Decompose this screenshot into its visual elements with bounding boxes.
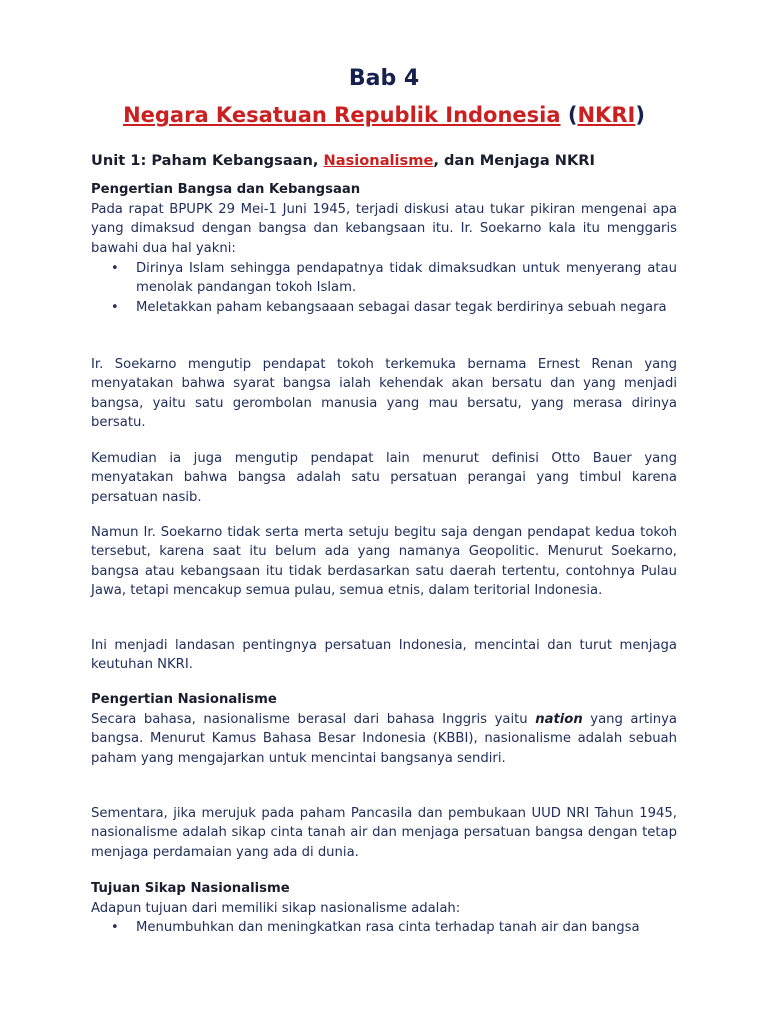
bullet-icon: • [111,299,119,315]
unit-prefix: Unit 1: Paham Kebangsaan, [91,152,324,169]
list-item-text: Menumbuhkan dan meningkatkan rasa cinta terhadap tanah air dan bangsa [136,920,640,935]
section-heading-nasionalisme: Pengertian Nasionalisme [91,692,277,707]
paragraph-bauer: Kemudian ia juga mengutip pendapat lain menurut definisi Otto Bauer yang menyatakan bahwa bangsa adalah satu persatuan perangai yang timbul karena persatuan nasib. [91,451,677,505]
unit-suffix: , dan Menjaga NKRI [433,152,595,169]
title-link[interactable]: Negara Kesatuan Republik Indonesia [123,103,561,127]
bullet-list-soekarno [91,259,677,317]
unit-heading [91,150,691,172]
chapter-title [0,100,768,130]
title-abbr-link[interactable]: NKRI [577,103,636,127]
bullet-icon: • [111,920,119,935]
section-heading-bangsa: Pengertian Bangsa dan Kebangsaan [91,182,361,197]
list-item-text: Meletakkan paham kebangsaaan sebagai dasar tegak berdirinya sebuah negara [136,299,667,315]
section-heading-tujuan: Tujuan Sikap Nasionalisme [91,881,290,896]
title-close-paren: ) [635,103,645,127]
paragraph-geopolitic: Namun Ir. Soekarno tidak serta merta setuju begitu saja dengan pendapat kedua tokoh tersebut, karena saat itu belum ada yang namanya Geopolitic. Menurut Soekarno, bangsa atau kebangsaan itu tidak berdasarkan satu daerah tertentu, contohnya Pulau Jawa, tetapi mencakup semua pulau, semua etnis, dalam teritorial Indonesia. [91,525,677,599]
chapter-number: Bab 4 [348,66,420,91]
list-item [91,298,677,317]
paragraph-definisi-nasionalisme: Secara bahasa, nasionalisme berasal dari bahasa Inggris yaitu nation yang artinya bangsa. Menurut Kamus Bahasa Besar Indonesia (KBBI), nasionalisme adalah sebuah paham yang mengajarkan untuk mencintai bangsanya sendiri. [91,712,677,766]
title-open-paren: ( [560,103,578,127]
paragraph-persatuan: Ini menjadi landasan pentingnya persatuan Indonesia, mencintai dan turut menjaga keutuhan NKRI. [91,638,677,673]
list-item [91,259,677,298]
list-item [91,918,677,937]
bullet-icon: • [111,261,119,276]
list-item-text: Dirinya Islam sehingga pendapatnya tidak dimaksudkan untuk menyerang atau menolak pandangan tokoh Islam. [136,261,677,296]
paragraph-pancasila: Sementara, jika merujuk pada paham Pancasila dan pembukaan UUD NRI Tahun 1945, nasionalisme adalah sikap cinta tanah air dan menjaga persatuan bangsa dengan tetap menjaga perdamaian yang ada di dunia. [91,806,677,860]
nasionalisme-link[interactable]: Nasionalisme [323,152,434,169]
bullet-list-tujuan [91,918,677,937]
nation-emphasis: nation [535,712,583,727]
paragraph-renan: Ir. Soekarno mengutip pendapat tokoh terkemuka bernama Ernest Renan yang menyatakan bahwa syarat bangsa ialah kehendak akan bersatu dan yang menjadi bangsa, yaitu satu gerombolan manusia yang mau bersatu, yang merasa dirinya bersatu. [91,357,677,431]
paragraph-intro-bangsa: Pada rapat BPUPK 29 Mei-1 Juni 1945, terjadi diskusi atau tukar pikiran mengenai apa yang dimaksud dengan bangsa dan kebangsaan itu. Ir. Soekarno kala itu menggaris bawahi dua hal yakni: [91,202,677,256]
paragraph-intro-tujuan: Adapun tujuan dari memiliki sikap nasionalisme adalah: [91,901,461,916]
